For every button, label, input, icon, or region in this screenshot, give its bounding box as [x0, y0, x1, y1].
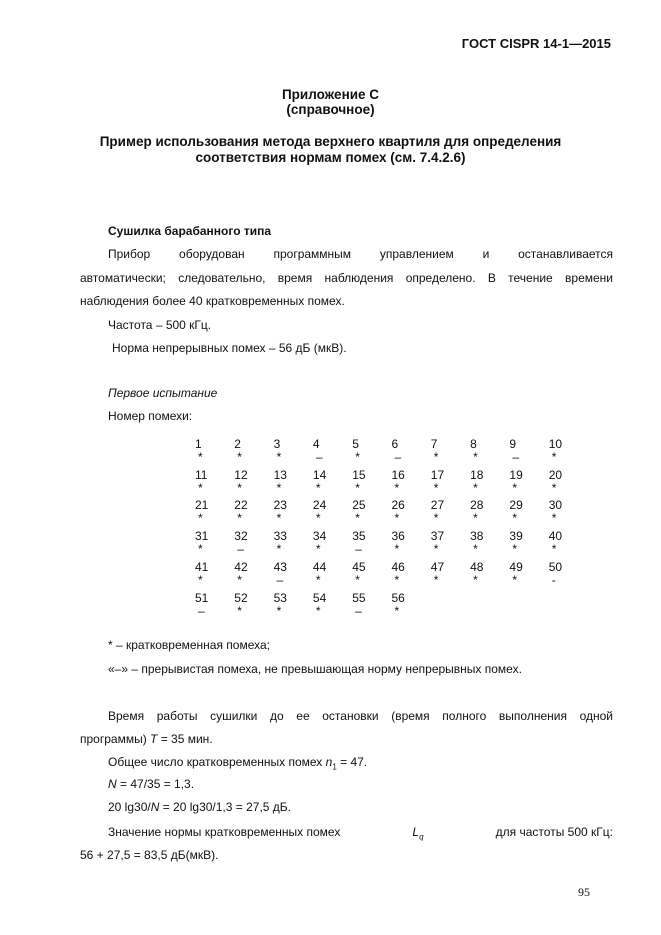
- click-cell: [509, 469, 539, 495]
- click-mark: *: [433, 450, 439, 464]
- click-cell: [234, 438, 264, 464]
- click-number: 36: [391, 529, 405, 544]
- click-number: 30: [548, 498, 563, 513]
- test-title: Первое испытание: [108, 386, 218, 400]
- click-cell: [431, 499, 461, 525]
- click-cell: [313, 561, 343, 587]
- click-number: 47: [430, 559, 445, 574]
- click-cell: [234, 499, 264, 525]
- click-cell: [274, 438, 304, 464]
- text-run: Общее число кратковременных помех: [108, 755, 326, 769]
- frequency-line: Частота – 500 кГц.: [108, 318, 212, 332]
- click-mark: *: [355, 572, 360, 587]
- click-mark: *: [276, 450, 282, 464]
- legend-dash: «–» – прерывистая помеха, не превышающая норму непрерывных помех.: [108, 662, 522, 676]
- click-cell: [431, 561, 461, 587]
- click-mark: *: [394, 480, 400, 495]
- click-number: 35: [352, 529, 366, 544]
- click-number: 33: [273, 529, 287, 544]
- click-number: 18: [470, 467, 484, 482]
- click-number: 22: [234, 498, 248, 513]
- click-mark: *: [512, 542, 518, 557]
- click-mark: *: [276, 511, 282, 526]
- click-cell: [313, 469, 343, 495]
- click-mark: *: [315, 603, 321, 618]
- click-mark: –: [355, 603, 362, 618]
- click-cell: [274, 561, 304, 587]
- var-L: L: [412, 825, 420, 839]
- click-mark: *: [473, 480, 478, 495]
- click-cell: [352, 438, 382, 464]
- click-number: 7: [430, 437, 438, 451]
- click-mark: *: [198, 480, 203, 495]
- click-mark: *: [276, 603, 282, 618]
- subscript: 1: [332, 762, 337, 772]
- click-number: 52: [234, 590, 248, 605]
- click-mark: –: [237, 542, 244, 557]
- text-run: = 47.: [336, 755, 368, 769]
- click-cell: [431, 469, 461, 495]
- click-number: 27: [430, 498, 445, 513]
- click-mark: *: [512, 511, 518, 526]
- click-cell: [352, 561, 382, 587]
- click-number: 53: [273, 590, 287, 605]
- click-number: 46: [391, 559, 405, 574]
- click-mark: *: [433, 572, 439, 587]
- click-cell: [549, 561, 579, 587]
- var-N: N: [150, 800, 160, 814]
- click-cell: [352, 469, 382, 495]
- click-mark: *: [394, 542, 400, 557]
- click-mark: –: [512, 450, 520, 464]
- click-cell: [195, 592, 225, 618]
- click-number: 34: [312, 529, 327, 544]
- click-number: 42: [234, 559, 248, 574]
- click-mark: *: [355, 511, 360, 526]
- text-run: = 35 мин.: [157, 732, 213, 746]
- lg-line: [108, 800, 291, 814]
- click-cell: [274, 499, 304, 525]
- click-number: 19: [509, 467, 523, 482]
- click-mark: *: [394, 572, 400, 587]
- click-cell: [234, 469, 264, 495]
- n-line: [108, 777, 194, 791]
- numbers-label: Номер помехи:: [108, 409, 193, 423]
- text-run: = 20 lg30/1,3 = 27,5 дБ.: [159, 800, 292, 814]
- click-mark: *: [551, 450, 557, 464]
- click-number: 29: [509, 498, 523, 513]
- click-cell: [431, 438, 461, 464]
- click-cell: [549, 438, 579, 464]
- click-number: 39: [509, 529, 523, 544]
- click-number: 26: [391, 498, 405, 513]
- click-number: 44: [312, 559, 327, 574]
- click-number: 9: [509, 437, 517, 451]
- click-cell: [274, 530, 304, 556]
- click-mark: *: [276, 542, 282, 557]
- click-cell: [313, 438, 343, 464]
- click-number: 5: [352, 437, 359, 451]
- click-cell: [509, 530, 539, 556]
- click-cell: [470, 438, 500, 464]
- click-cell: [274, 592, 304, 618]
- click-cell: [431, 530, 461, 556]
- click-cell: [195, 469, 225, 495]
- click-mark: *: [551, 542, 557, 557]
- click-number: 6: [391, 437, 399, 451]
- click-number: 50: [548, 559, 563, 574]
- click-number: 21: [195, 498, 209, 513]
- click-number: 23: [273, 498, 287, 513]
- standard-header: ГОСТ CISPR 14-1—2015: [461, 36, 611, 51]
- click-mark: –: [198, 603, 205, 618]
- section-heading: Сушилка барабанного типа: [108, 224, 272, 238]
- limit-line: [108, 825, 613, 841]
- click-number: 16: [391, 467, 405, 482]
- click-mark: *: [237, 450, 242, 464]
- click-number: 2: [234, 437, 241, 451]
- text-run: для частоты 500 кГц:: [495, 825, 613, 839]
- click-mark: –: [276, 572, 284, 587]
- click-number: 25: [352, 498, 366, 513]
- click-mark: *: [198, 572, 203, 587]
- click-mark: *: [473, 572, 478, 587]
- click-mark: *: [237, 603, 242, 618]
- click-number: 8: [470, 437, 477, 451]
- click-mark: *: [551, 480, 557, 495]
- click-cell: [234, 561, 264, 587]
- click-mark: *: [237, 511, 242, 526]
- var-T: T: [150, 732, 158, 746]
- click-cell: [313, 592, 343, 618]
- subscript: q: [419, 832, 424, 842]
- click-cell: [470, 469, 500, 495]
- var-N: N: [108, 777, 117, 791]
- click-number: 41: [195, 559, 209, 574]
- click-cell: [392, 561, 422, 587]
- click-mark: *: [551, 511, 557, 526]
- click-mark: *: [237, 480, 242, 495]
- click-mark: *: [355, 480, 360, 495]
- click-mark: *: [433, 511, 439, 526]
- click-number: 13: [273, 467, 287, 482]
- click-number: 12: [234, 467, 248, 482]
- click-number: 15: [352, 467, 366, 482]
- click-cell: [392, 438, 422, 464]
- click-number: 24: [312, 498, 327, 513]
- text-run: Значение нормы кратковременных помех: [108, 825, 341, 839]
- click-mark: *: [512, 480, 518, 495]
- click-number: 54: [312, 590, 327, 605]
- limit-result: 56 + 27,5 = 83,5 дБ(мкВ).: [80, 848, 219, 862]
- para1-line2: автоматически; следовательно, время наблюдения определено. В течение времени: [80, 271, 613, 285]
- click-number: 1: [195, 437, 202, 451]
- click-cell: [195, 561, 225, 587]
- click-cell: [352, 530, 382, 556]
- text-run: = 47/35 = 1,3.: [116, 777, 195, 791]
- click-cell: [352, 499, 382, 525]
- click-mark: *: [394, 511, 400, 526]
- annex-title-line1: Пример использования метода верхнего квартиля для определения: [99, 134, 562, 149]
- page-number: 95: [578, 885, 590, 899]
- click-number: 40: [548, 529, 563, 544]
- para2-line1: Время работы сушилки до ее остановки (время полного выполнения одной: [108, 709, 613, 723]
- click-number: 49: [509, 559, 523, 574]
- click-cell: [234, 592, 264, 618]
- para1-line1: Прибор оборудован программным управлением и останавливается: [108, 247, 613, 261]
- click-number: 51: [195, 590, 209, 605]
- click-number: 37: [430, 529, 445, 544]
- click-mark: *: [315, 542, 321, 557]
- click-cell: [509, 561, 539, 587]
- click-mark: *: [315, 480, 321, 495]
- click-number: 14: [312, 467, 327, 482]
- click-cell: [509, 499, 539, 525]
- click-cell: [392, 469, 422, 495]
- click-number: 4: [312, 437, 320, 451]
- click-number: 32: [234, 529, 248, 544]
- click-number: 38: [470, 529, 484, 544]
- click-mark: *: [315, 511, 321, 526]
- legend-star: * – кратковременная помеха;: [108, 638, 271, 652]
- click-cell: [392, 592, 422, 618]
- click-number: 3: [273, 437, 281, 451]
- click-cell: [392, 530, 422, 556]
- click-mark: *: [355, 450, 360, 464]
- annex-label: Приложение С: [281, 87, 380, 102]
- click-mark: *: [433, 542, 439, 557]
- click-mark: *: [198, 450, 203, 464]
- click-mark: *: [276, 480, 282, 495]
- click-mark: *: [512, 572, 518, 587]
- click-mark: *: [433, 480, 439, 495]
- var-n: n: [325, 755, 333, 769]
- click-cell: [549, 469, 579, 495]
- click-number: 56: [391, 590, 405, 605]
- text-run: программы): [80, 732, 151, 746]
- click-cell: [549, 530, 579, 556]
- click-number: 45: [352, 559, 366, 574]
- click-mark: *: [198, 511, 203, 526]
- click-number: 55: [352, 590, 366, 605]
- click-cell: [234, 530, 264, 556]
- click-mark: *: [237, 572, 242, 587]
- click-cell: [352, 592, 382, 618]
- click-mark: -: [551, 572, 556, 587]
- click-cell: [195, 530, 225, 556]
- click-number: 17: [430, 467, 445, 482]
- norm-line: Норма непрерывных помех – 56 дБ (мкВ).: [112, 341, 347, 355]
- annex-type: (справочное): [286, 102, 375, 117]
- click-cell: [313, 530, 343, 556]
- click-number: 28: [470, 498, 484, 513]
- click-mark: *: [473, 450, 478, 464]
- click-number: 43: [273, 559, 287, 574]
- click-number: 48: [470, 559, 484, 574]
- click-number: 11: [195, 467, 208, 482]
- click-mark: *: [198, 542, 203, 557]
- para2-line2: [80, 732, 213, 746]
- click-number: 20: [548, 467, 563, 482]
- para1-line3: наблюдения более 40 кратковременных помех.: [80, 294, 345, 308]
- click-cell: [274, 469, 304, 495]
- click-mark: *: [473, 542, 478, 557]
- text-run: 20 lg30/: [108, 800, 151, 814]
- click-mark: –: [394, 450, 402, 464]
- click-cell: [313, 499, 343, 525]
- click-mark: *: [473, 511, 478, 526]
- click-mark: –: [355, 542, 362, 557]
- click-cell: [195, 438, 225, 464]
- click-mark: *: [315, 572, 321, 587]
- click-cell: [470, 561, 500, 587]
- click-cell: [470, 530, 500, 556]
- total-clicks-line: [108, 755, 367, 771]
- click-cell: [470, 499, 500, 525]
- annex-title-line2: соответствия нормам помех (см. 7.4.2.6): [195, 150, 466, 165]
- click-number: 10: [548, 437, 563, 451]
- click-cell: [509, 438, 539, 464]
- click-cell: [195, 499, 225, 525]
- click-cell: [549, 499, 579, 525]
- click-mark: *: [394, 603, 400, 618]
- click-number: 31: [195, 529, 209, 544]
- click-cell: [392, 499, 422, 525]
- click-mark: –: [315, 450, 323, 464]
